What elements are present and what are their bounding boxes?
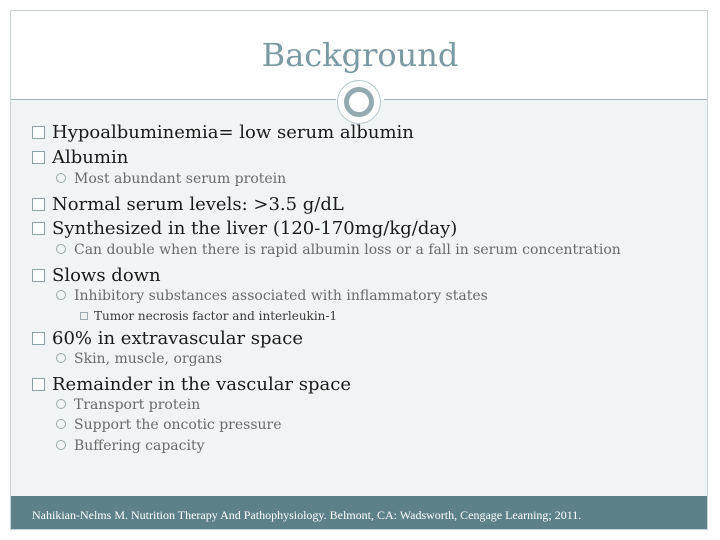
bullet-item — [32, 218, 457, 239]
bullet-item — [32, 328, 303, 349]
bullet-text: Albumin — [52, 147, 129, 168]
square-bullet-icon — [32, 332, 45, 345]
bullet-text: 60% in extravascular space — [52, 328, 304, 349]
bullet-text: Normal serum levels: >3.5 g/dL — [52, 194, 344, 215]
title-divider-right — [384, 99, 707, 100]
bullet-text: Inhibitory substances associated with inflammatory states — [74, 288, 488, 304]
circle-bullet-icon — [56, 290, 66, 300]
bullet-text: Synthesized in the liver (120-170mg/kg/day) — [52, 218, 458, 239]
sub-bullet-item — [56, 171, 286, 187]
sub-bullet-item — [56, 417, 282, 433]
title-divider-left — [11, 99, 336, 100]
sub-bullet-item — [56, 438, 204, 454]
circle-bullet-icon — [56, 399, 66, 409]
square-bullet-icon — [32, 269, 45, 282]
sub-bullet-item — [56, 351, 222, 367]
circle-bullet-icon — [56, 244, 66, 254]
circle-bullet-icon — [56, 419, 66, 429]
bullet-text: Skin, muscle, organs — [74, 351, 223, 367]
bullet-text: Most abundant serum protein — [74, 171, 287, 187]
small-square-bullet-icon — [80, 312, 88, 320]
square-bullet-icon — [32, 378, 45, 391]
sub-bullet-item — [56, 397, 200, 413]
bullet-text: Hypoalbuminemia= low serum albumin — [52, 122, 414, 143]
bullet-text: Remainder in the vascular space — [52, 374, 351, 395]
bullet-text: Transport protein — [74, 397, 201, 413]
square-bullet-icon — [32, 151, 45, 164]
circle-bullet-icon — [56, 440, 66, 450]
bullet-text: Tumor necrosis factor and interleukin-1 — [94, 309, 338, 323]
bullet-item — [32, 374, 351, 395]
bullet-item — [32, 194, 344, 215]
bullet-text: Slows down — [52, 265, 161, 286]
ring-ornament-icon — [344, 87, 374, 117]
bullet-item — [32, 147, 128, 168]
sub-sub-bullet-item — [80, 309, 337, 323]
square-bullet-icon — [32, 126, 45, 139]
bullet-item — [32, 265, 161, 286]
bullet-text: Can double when there is rapid albumin loss or a fall in serum concentration — [74, 242, 621, 258]
bullet-text: Support the oncotic pressure — [74, 417, 282, 433]
bullet-text: Buffering capacity — [74, 438, 205, 454]
square-bullet-icon — [32, 222, 45, 235]
slide-title: Background — [261, 36, 459, 74]
square-bullet-icon — [32, 198, 45, 211]
circle-bullet-icon — [56, 353, 66, 363]
citation-footer: Nahikian-Nelms M. Nutrition Therapy And Pathophysiology. Belmont, CA: Wadsworth, Cengage Learning; 2011. — [32, 508, 582, 522]
sub-bullet-item — [56, 288, 488, 304]
sub-bullet-item — [56, 242, 621, 258]
circle-bullet-icon — [56, 173, 66, 183]
bullet-item — [32, 122, 414, 143]
